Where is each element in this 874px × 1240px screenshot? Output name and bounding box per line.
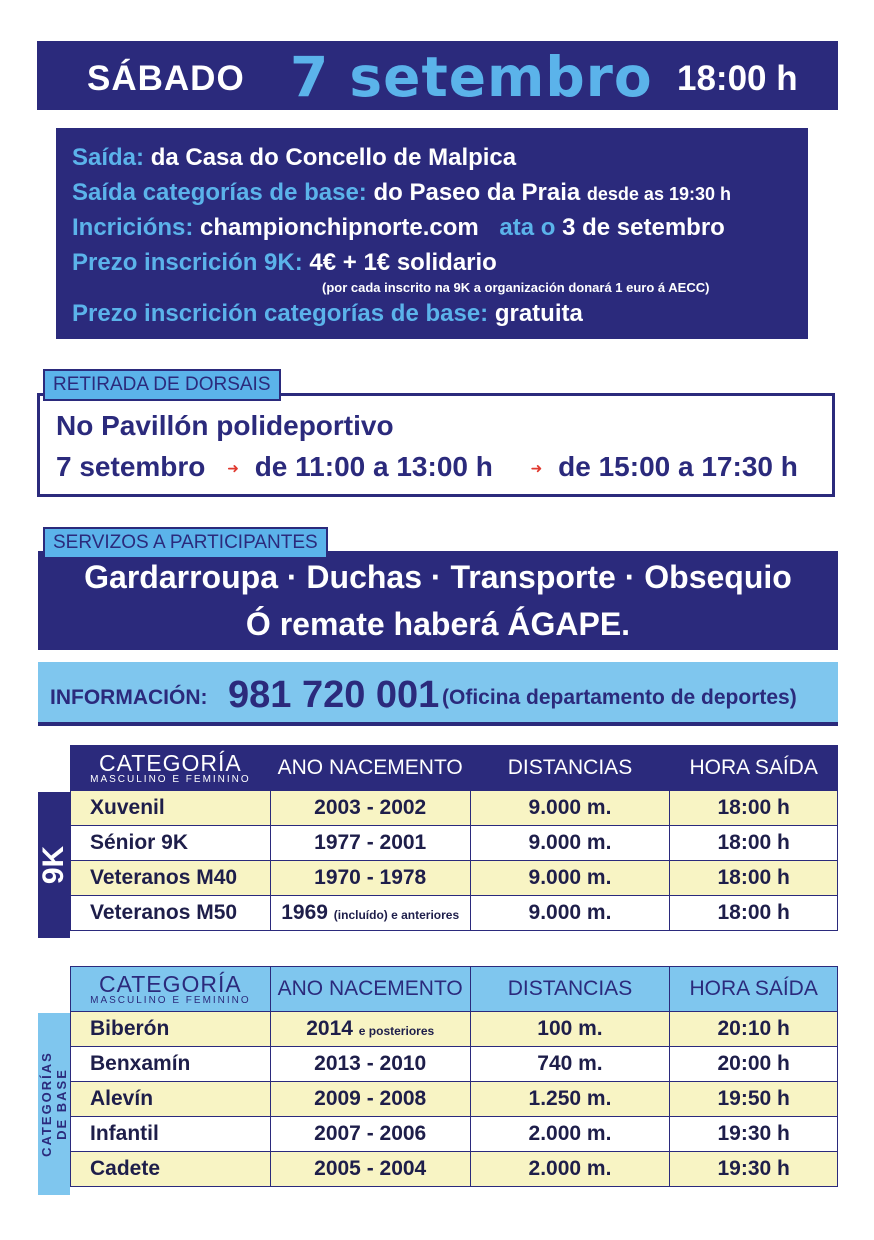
services-box	[38, 551, 838, 650]
header-birth-year: ANO NACEMENTO	[270, 746, 470, 791]
price-9k-note: (por cada inscrito na 9K a organización donará 1 euro á AECC)	[322, 280, 710, 295]
row-category: Xuvenil	[71, 791, 271, 826]
table-base-side-label	[38, 1013, 70, 1195]
row-category: Veteranos M50	[71, 896, 271, 931]
row-birth-year: 2014	[306, 1017, 353, 1040]
row-distance: 100 m.	[470, 1012, 670, 1047]
row-birth-note: e posteriores	[358, 1024, 435, 1038]
base-start-value: do Paseo da Praia	[373, 179, 581, 206]
bib-pickup-tab: RETIRADA DE DORSAIS	[43, 369, 281, 401]
start-value: da Casa do Concello de Malpica	[150, 144, 517, 171]
row-time: 18:00 h	[670, 861, 838, 896]
row-category: Veteranos M40	[71, 861, 271, 896]
bib-pickup-date: 7 setembro	[56, 451, 206, 482]
bib-pickup-place: No Pavillón polideportivo	[56, 410, 394, 441]
row-distance: 9.000 m.	[470, 826, 670, 861]
event-day: SÁBADO	[87, 59, 245, 98]
table-row	[71, 1047, 838, 1082]
table-row	[71, 791, 838, 826]
table-base-side-text	[39, 1051, 69, 1157]
information-office: (Oficina departamento de deportes)	[442, 686, 797, 709]
table-base-side-line-2: DE BASE	[54, 1068, 69, 1140]
base-start-time: desde as 19:30 h	[586, 184, 731, 204]
header-category	[71, 746, 271, 791]
row-time: 18:00 h	[670, 791, 838, 826]
header-start-time: HORA SAÍDA	[670, 746, 838, 791]
header-category	[71, 967, 271, 1012]
table-9k-side-text: 9K	[37, 845, 71, 885]
row-birth: 1977 - 2001	[270, 826, 470, 861]
row-time: 18:00 h	[670, 826, 838, 861]
table-9k	[70, 745, 838, 931]
table-row	[71, 861, 838, 896]
services-agape: Ó remate haberá ÁGAPE.	[245, 606, 631, 642]
header-category-sub: MASCULINO E FEMININO	[90, 773, 251, 785]
row-birth-note: (incluído) e anteriores	[333, 908, 460, 922]
header-birth-year: ANO NACEMENTO	[270, 967, 470, 1012]
row-distance: 1.250 m.	[470, 1082, 670, 1117]
right-arrow-icon: ➜	[227, 460, 239, 477]
row-birth	[270, 1012, 470, 1047]
table-base	[70, 966, 838, 1187]
row-distance: 2.000 m.	[470, 1117, 670, 1152]
table-row	[71, 1152, 838, 1187]
row-birth: 2005 - 2004	[270, 1152, 470, 1187]
services-list: Gardarroupa · Duchas · Transporte · Obsequio	[84, 559, 792, 595]
header-distance: DISTANCIAS	[470, 746, 670, 791]
base-start-line	[72, 179, 731, 207]
table-base-side-line-1: CATEGORÍAS	[39, 1051, 54, 1157]
table-row	[71, 826, 838, 861]
table-row	[71, 896, 838, 931]
right-arrow-icon: ➜	[530, 460, 543, 477]
row-category: Biberón	[71, 1012, 271, 1047]
price-base-label: Prezo inscrición categorías de base:	[72, 300, 489, 327]
row-birth: 2003 - 2002	[270, 791, 470, 826]
row-category: Infantil	[71, 1117, 271, 1152]
header-category-text: CATEGORÍA	[99, 749, 242, 776]
information-phone[interactable]: 981 720 001	[228, 674, 440, 716]
base-start-label: Saída categorías de base:	[72, 179, 367, 206]
registration-label: Incricións:	[72, 214, 194, 241]
row-category: Benxamín	[71, 1047, 271, 1082]
bib-pickup-slot-1: de 11:00 a 13:00 h	[254, 451, 493, 482]
row-category: Alevín	[71, 1082, 271, 1117]
row-category: Sénior 9K	[71, 826, 271, 861]
row-birth	[270, 896, 470, 931]
row-time: 18:00 h	[670, 896, 838, 931]
row-time: 20:00 h	[670, 1047, 838, 1082]
race-info-box	[56, 128, 808, 339]
row-birth: 2007 - 2006	[270, 1117, 470, 1152]
row-distance: 740 m.	[470, 1047, 670, 1082]
row-distance: 9.000 m.	[470, 861, 670, 896]
table-row	[71, 1082, 838, 1117]
header-start-time: HORA SAÍDA	[670, 967, 838, 1012]
table-header-row	[71, 746, 838, 791]
row-time: 20:10 h	[670, 1012, 838, 1047]
row-birth: 1970 - 1978	[270, 861, 470, 896]
price-9k-label: Prezo inscrición 9K:	[72, 249, 303, 276]
registration-until-label: ata o	[499, 214, 556, 241]
event-header	[37, 41, 838, 110]
row-distance: 9.000 m.	[470, 896, 670, 931]
table-row	[71, 1012, 838, 1047]
registration-until-value: 3 de setembro	[562, 214, 725, 241]
bib-pickup-box	[37, 393, 835, 497]
information-bar	[38, 662, 838, 726]
row-birth-year: 1969	[281, 901, 328, 924]
row-birth: 2013 - 2010	[270, 1047, 470, 1082]
row-birth: 2009 - 2008	[270, 1082, 470, 1117]
start-label: Saída:	[72, 144, 145, 171]
information-label: INFORMACIÓN:	[50, 686, 208, 709]
row-time: 19:50 h	[670, 1082, 838, 1117]
header-distance: DISTANCIAS	[470, 967, 670, 1012]
table-9k-side-label	[38, 792, 70, 938]
row-distance: 2.000 m.	[470, 1152, 670, 1187]
price-9k-value: 4€ + 1€ solidario	[309, 249, 497, 276]
bib-pickup-slot-2: de 15:00 a 17:30 h	[558, 451, 798, 482]
registration-line	[72, 214, 725, 242]
start-line	[72, 144, 516, 172]
row-category: Cadete	[71, 1152, 271, 1187]
registration-link[interactable]: championchipnorte.com	[200, 214, 479, 241]
header-category-sub: MASCULINO E FEMININO	[90, 994, 251, 1006]
bib-pickup-schedule	[56, 451, 798, 483]
row-time: 19:30 h	[670, 1152, 838, 1187]
services-tab: SERVIZOS A PARTICIPANTES	[43, 527, 328, 559]
price-base-line	[72, 300, 583, 328]
event-time: 18:00 h	[677, 59, 798, 98]
price-9k-line	[72, 249, 497, 277]
table-row	[71, 1117, 838, 1152]
header-category-text: CATEGORÍA	[99, 970, 242, 997]
row-time: 19:30 h	[670, 1117, 838, 1152]
table-header-row	[71, 967, 838, 1012]
price-base-value: gratuita	[494, 300, 583, 327]
event-date: 7 setembro	[290, 45, 653, 109]
row-distance: 9.000 m.	[470, 791, 670, 826]
